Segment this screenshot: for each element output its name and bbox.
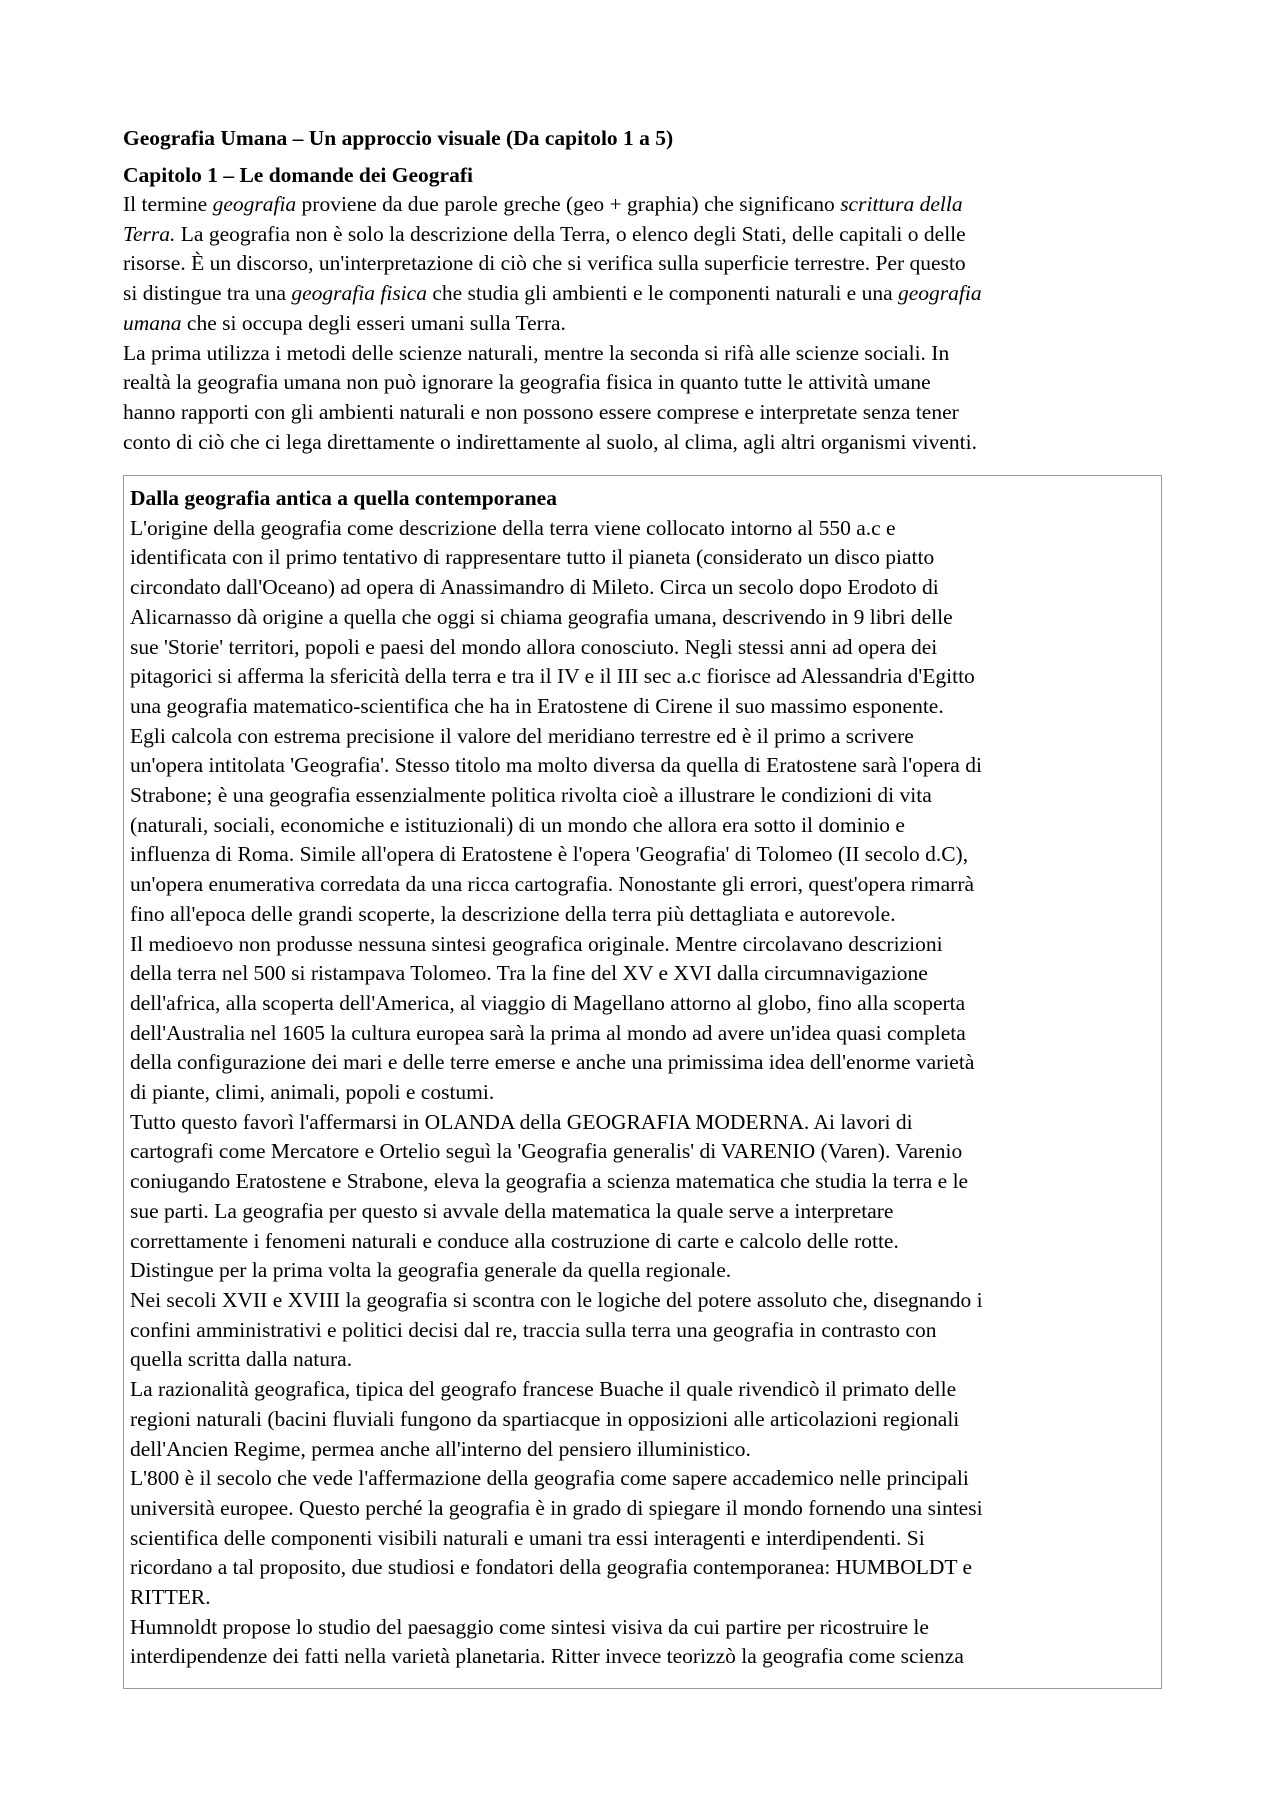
italic-term-scrittura: scrittura della Terra. <box>123 192 963 246</box>
chapter-1-title: Capitolo 1 – Le domande dei Geografi <box>123 163 473 187</box>
text-run: La geografia non è solo la descrizione della Terra, o elenco degli Stati, delle capitali o delle risorse. È un discorso, un'interpretazione di ciò che si verifica sulla superficie terrestre. Per questo si distingue tra una <box>123 221 966 306</box>
document-page <box>123 124 1163 457</box>
text-run: che studia gli ambienti e le componenti naturali e una <box>426 281 899 306</box>
text-run: proviene da due parole greche (geo + graphia) che significano <box>296 192 841 216</box>
box-paragraph-1: L'origine della geografia come descrizione della terra viene collocato intorno al 550 a.c e identificata con il primo tentativo di rappresentare tutto il pianeta (considerato un disco piatto circondato dall'Oceano) ad opera di Anassimandro di Mileto. Circa un secolo dopo Erodoto di Alicarnasso dà origine a quella che oggi si chiama geografia umana, descrivendo in 9 libri delle sue 'Storie' territori, popoli e paesi del mondo allora conosciuto. Negli stessi anni ad opera dei pitagorici si afferma la sfericità della terra e tra il IV e il III sec a.c fiorisce ad Alessandria d'Egitto una geografia matematico-scientifica che ha in Eratostene di Cirene il suo massimo esponente. Egli calcola con estrema precisione il valore del meridiano terrestre ed è il primo a scrivere un'opera intitolata 'Geografia'. Stesso titolo ma molto diversa da quella di Eratostene sarà l'opera di Strabone; è una geografia essenzialmente politica rivolta cioè a illustrare le condizioni di vita (naturali, sociali, economiche e istituzionali) di un mondo che allora era sotto il dominio e influenza di Roma. Simile all'opera di Eratostene è l'opera 'Geografia' di Tolomeo (II secolo d.C), un'opera enumerativa corredata da una ricca cartografia. Nonostante gli errori, quest'opera rimarrà fino all'epoca delle grandi scoperte, la descrizione della terra più dettagliata e autorevole. <box>130 515 982 926</box>
box-paragraph-4: Nei secoli XVII e XVIII la geografia si scontra con le logiche del potere assoluto che, disegnando i confini amministrativi e politici decisi dal re, traccia sulla terra una geografia in contrasto con quella scritta dalla natura. <box>130 1287 983 1372</box>
italic-term-geografia-umana: geografia umana <box>123 281 982 335</box>
text-run: che si occupa degli esseri umani sulla Terra. <box>181 310 566 335</box>
italic-term-geografia: geografia <box>212 192 297 216</box>
text-run: Il termine <box>123 192 213 216</box>
box-paragraph-6: L'800 è il secolo che vede l'affermazione della geografia come sapere accademico nelle principali università europee. Questo perché la geografia è in grado di spiegare il mondo fornendo una sintesi scientifica delle componenti visibili naturali e umani tra essi interagenti e interdipendenti. Si ricordano a tal proposito, due studiosi e fondatori della geografia contemporanea: HUMBOLDT e RITTER. <box>130 1466 983 1610</box>
box-paragraph-7: Humnoldt propose lo studio del paesaggio come sintesi visiva da cui partire per ricostruire le interdipendenze dei fatti nella varietà planetaria. Ritter invece teorizzò la geografia come scienza <box>130 1614 964 1669</box>
chapter-1-paragraph-2: La prima utilizza i metodi delle scienze naturali, mentre la seconda si rifà alle scienze sociali. In realtà la geografia umana non può ignorare la geografia fisica in quanto tutte le attività umane hanno rapporti con gli ambienti naturali e non possono essere comprese e interpretate senza tener conto di ciò che ci lega direttamente o indirettamente al suolo, al clima, agli altri organismi viventi. <box>123 340 977 454</box>
box-title: Dalla geografia antica a quella contemporanea <box>130 486 557 510</box>
box-paragraph-5: La razionalità geografica, tipica del geografo francese Buache il quale rivendicò il primato delle regioni naturali (bacini fluviali fungono da spartiacque in opposizioni alle articolazioni regionali dell'Ancien Regime, permea anche all'interno del pensiero illuministico. <box>130 1377 960 1461</box>
boxed-section <box>123 475 1162 1689</box>
box-paragraph-3: Tutto questo favorì l'affermarsi in OLANDA della GEOGRAFIA MODERNA. Ai lavori di cartografi come Mercatore e Ortelio seguì la 'Geografia generalis' di VARENIO (Varen). Varenio coniugando Eratostene e Strabone, eleva la geografia a scienza matematica che studia la terra e le sue parti. La geografia per questo si avvale della matematica la quale serve a interpretare correttamente i fenomeni naturali e conduce alla costruzione di carte e calcolo delle rotte. Distingue per la prima volta la geografia generale da quella regionale. <box>130 1109 969 1283</box>
box-paragraph-2: Il medioevo non produsse nessuna sintesi geografica originale. Mentre circolavano descrizioni della terra nel 500 si ristampava Tolomeo. Tra la fine del XV e XVI dalla circumnavigazione dell'africa, alla scoperta dell'America, al viaggio di Magellano attorno al globo, fino alla scoperta dell'Australia nel 1605 la cultura europea sarà la prima al mondo ad avere un'idea quasi completa della configurazione dei mari e delle terre emerse e anche una primissima idea dell'enorme varietà di piante, climi, animali, popoli e costumi. <box>130 931 975 1105</box>
document-title: Geografia Umana – Un approccio visuale (Da capitolo 1 a 5) <box>123 126 674 150</box>
italic-term-geografia-fisica: geografia fisica <box>291 281 427 306</box>
chapter-1-paragraph-1 <box>123 190 1163 339</box>
